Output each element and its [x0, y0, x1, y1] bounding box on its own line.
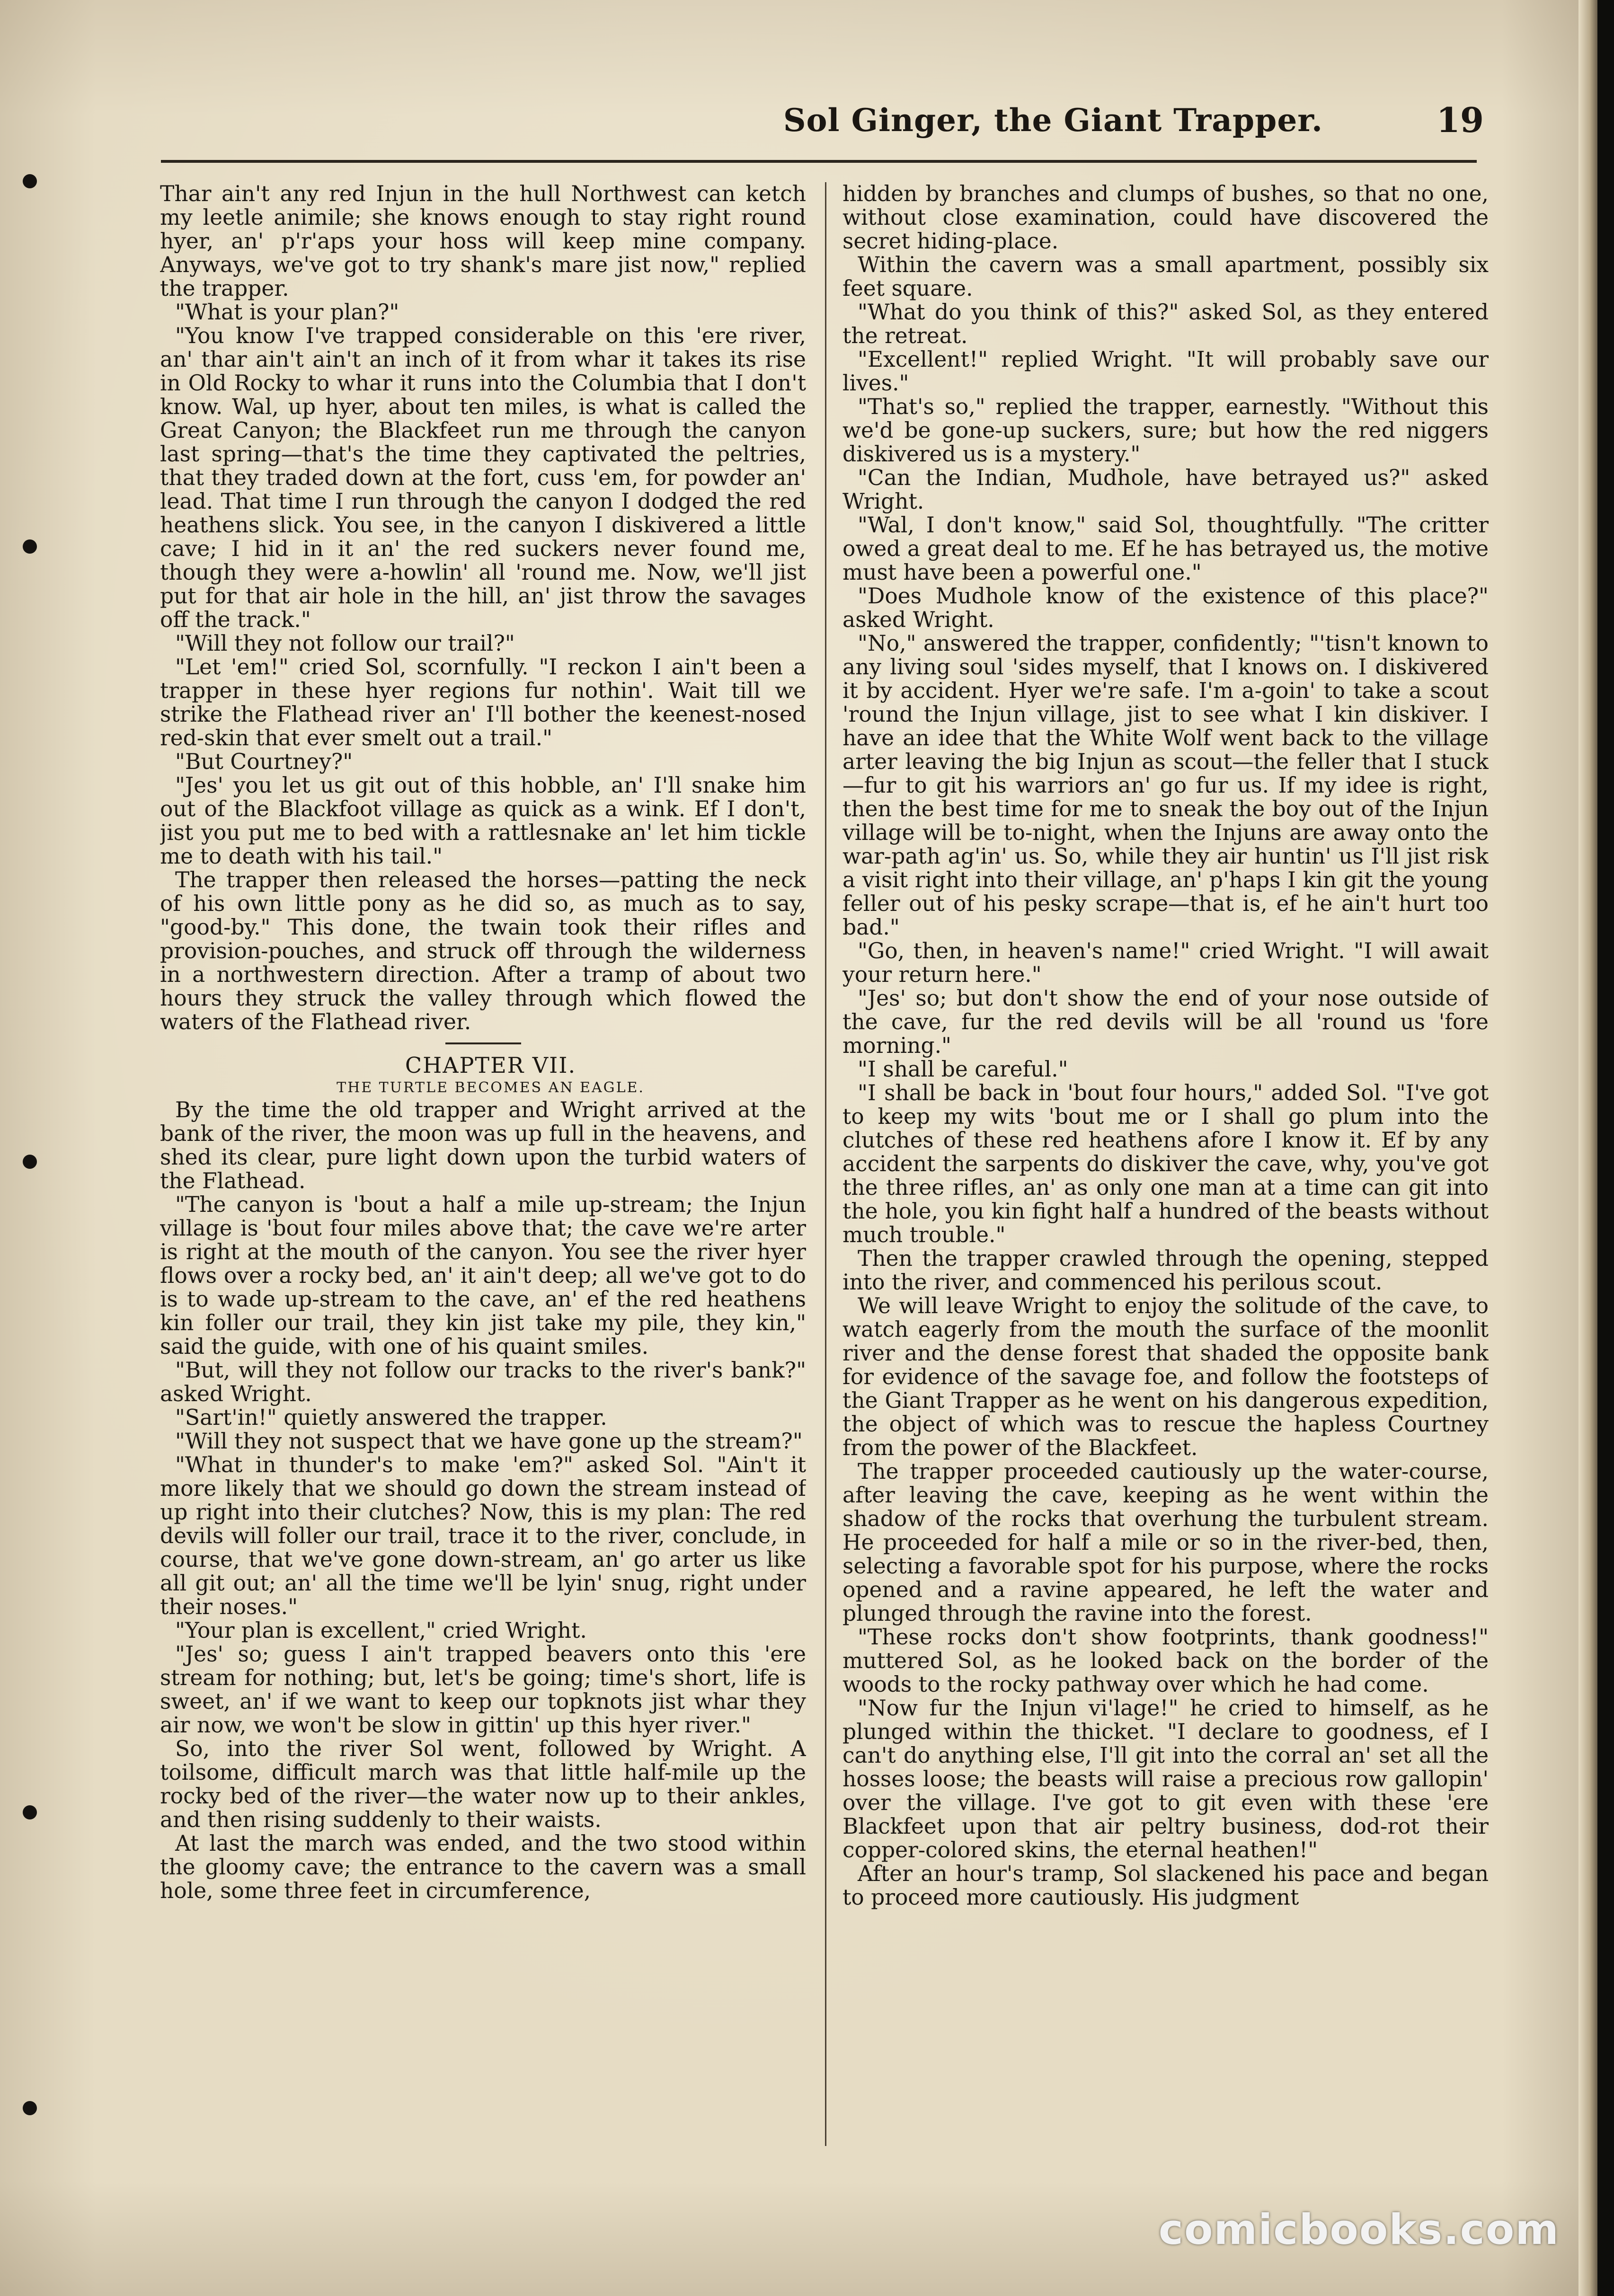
paragraph: We will leave Wright to enjoy the solitude of the cave, to watch eagerly from the mouth the surface of the moonlit river and the dense forest that shaded the opposite bank for evidence of the savage foe, and follow the footsteps of the Giant Trapper as he went on his dangerous expedition, the object of which was to rescue the hapless Courtney from the power of the Blackfeet. [842, 1293, 1489, 1460]
page-number: 19 [1436, 100, 1484, 140]
paragraph: "Let 'em!" cried Sol, scornfully. "I reckon I ain't been a trapper in these hyer regions fur nothin'. Wait till we strike the Flathead river an' I'll bother the keenest-nosed red-skin that ever smelt out a trail." [160, 654, 806, 751]
paragraph: "Jes' so; but don't show the end of your nose outside of the cave, fur the red devils will be all 'round us 'fore morning." [842, 986, 1489, 1058]
paragraph: So, into the river Sol went, followed by Wright. A toilsome, difficult march was that little half-mile up the rocky bed of the river—the water now up to their ankles, and then rising suddenly to their waists. [160, 1736, 806, 1832]
page-edge [1579, 0, 1597, 2296]
header-rule [161, 160, 1477, 163]
left-column-text-before [160, 182, 806, 1034]
left-column-text-after [160, 1098, 806, 1903]
paragraph: After an hour's tramp, Sol slackened his pace and began to proceed more cautiously. His judgment [842, 1861, 1489, 1910]
left-column [160, 182, 806, 2146]
binding-hole [23, 174, 37, 188]
paragraph: "No," answered the trapper, confidently; "'tisn't known to any living soul 'sides myself, that I knows on. I diskivered it by accident. Hyer we're safe. I'm a-goin' to take a scout 'round the Injun village, jist to see what I kin diskiver. I have an idee that the White Wolf went back to the village arter leaving the big Injun as scout—the feller that I stuck—fur to git his warriors an' go fur us. If my idee is right, then the best time for me to sneak the boy out of the Injun village will be to-night, when the Injuns are away onto the war-path ag'in' us. So, while they air huntin' us I'll jist risk a visit right into their village, an' p'haps I kin git the young feller out of his pesky scrape—that is, ef he ain't hurt too bad." [842, 631, 1489, 940]
paragraph: "Will they not follow our trail?" [175, 631, 515, 656]
paragraph: "Your plan is excellent," cried Wright. [175, 1618, 587, 1643]
paragraph: "What in thunder's to make 'em?" asked Sol. "Ain't it more likely that we should go down the stream instead of up right into their clutches? Now, this is my plan: The red devils will foller our trail, trace it to the river, conclude, in course, that we've gone down-stream, an' go arter us like all git out; an' all the time we'll be lyin' snug, right under their noses." [160, 1452, 806, 1619]
paragraph: "Jes' you let us git out of this hobble, an' I'll snake him out of the Blackfoot village as quick as a wink. Ef I don't, jist you put me to bed with a rattlesnake an' let him tickle me to death with his tail." [160, 773, 806, 869]
chapter-subtitle: THE TURTLE BECOMES AN EAGLE. [337, 1079, 645, 1096]
paragraph: "Now fur the Injun vi'lage!" he cried to himself, as he plunged within the thicket. "I declare to goodness, ef I can't do anything else, I'll git into the corral an' set all the hosses loose; the beasts will raise a precious row gallopin' over the village. I've got to git even with these 'ere Blackfeet upon that air peltry business, dod-rot their copper-colored skins, the eternal heathen!" [842, 1696, 1489, 1863]
paragraph: "I shall be back in 'bout four hours," added Sol. "I've got to keep my wits 'bout me or I shall go plum into the clutches of these red heathens afore I know it. Ef by any accident the sarpents do diskiver the cave, why, you've got the three rifles, an' as only one man at a time can git into the hole, you kin fight half a hundred of the beasts without much trouble." [842, 1080, 1489, 1247]
paragraph: "But, will they not follow our tracks to the river's bank?" asked Wright. [160, 1358, 806, 1406]
paragraph: "Excellent!" replied Wright. "It will probably save our lives." [842, 347, 1489, 396]
paragraph: "Go, then, in heaven's name!" cried Wright. "I will await your return here." [842, 938, 1489, 987]
paragraph: "Will they not suspect that we have gone up the stream?" [175, 1429, 803, 1454]
binding-hole [23, 539, 37, 554]
paragraph: The trapper proceeded cautiously up the water-course, after leaving the cave, keeping as he went within the shadow of the rocks that overhung the turbulent stream. He proceeded for half a mile or so in the river-bed, then, selecting a favorable spot for his purpose, where the rocks opened and a ravine appeared, he left the water and plunged through the ravine into the forest. [842, 1459, 1489, 1626]
paragraph: "Wal, I don't know," said Sol, thoughtfully. "The critter owed a great deal to me. Ef he has betrayed us, the motive must have been a powerful one." [842, 512, 1489, 585]
paragraph: "I shall be careful." [858, 1057, 1068, 1082]
paragraph: Thar ain't any red Injun in the hull Northwest can ketch my leetle animile; she knows enough to stay right round hyer, an' p'r'aps your hoss will keep mine company. Anyways, we've got to try shank's mare jist now," replied the trapper. [160, 182, 806, 301]
paragraph: The trapper then released the horses—patting the neck of his own little pony as he did so, as much as to say, "good-by." This done, the twain took their rifles and provision-pouches, and struck off through the wilderness in a northwestern direction. After a tramp of about two hours they struck the valley through which flowed the waters of the Flathead river. [160, 867, 806, 1034]
right-column [842, 182, 1489, 2146]
paragraph: Within the cavern was a small apartment, possibly six feet square. [842, 252, 1489, 301]
paragraph: "What is your plan?" [175, 300, 399, 325]
binding-hole [23, 1155, 37, 1169]
paragraph: "The canyon is 'bout a half a mile up-stream; the Injun village is 'bout four miles above that; the cave we're arter is right at the mouth of the canyon. You see the river hyer flows over a rocky bed, an' it ain't deep; all we've got to do is to wade up-stream to the cave, an' ef the red heathens kin foller our trail, they kin jist take my pile, they kin," said the guide, with one of his quaint smiles. [160, 1192, 806, 1359]
paragraph: By the time the old trapper and Wright arrived at the bank of the river, the moon was up full in the heavens, and shed its clear, pure light down upon the turbid waters of the Flathead. [160, 1097, 806, 1193]
chapter-heading: CHAPTER VII. [405, 1052, 576, 1078]
paragraph: "These rocks don't show footprints, thank goodness!" muttered Sol, as he looked back on the border of the woods to the rocky pathway over which he had come. [842, 1625, 1489, 1697]
paragraph: "Does Mudhole know of the existence of this place?" asked Wright. [842, 583, 1489, 632]
paragraph: hidden by branches and clumps of bushes, so that no one, without close examination, could have discovered the secret hiding-place. [842, 182, 1489, 254]
paragraph: "Sart'in!" quietly answered the trapper. [175, 1405, 607, 1430]
section-separator [445, 1042, 521, 1044]
running-title: Sol Ginger, the Giant Trapper. [783, 102, 1323, 139]
paragraph: "Can the Indian, Mudhole, have betrayed us?" asked Wright. [842, 465, 1489, 514]
right-column-text [842, 182, 1489, 1909]
paragraph: "That's so," replied the trapper, earnestly. "Without this we'd be gone-up suckers, sure; but how the red niggers diskivered us is a mystery." [842, 394, 1489, 467]
binding-hole [23, 2101, 37, 2115]
column-divider [825, 182, 826, 2146]
paragraph: "You know I've trapped considerable on this 'ere river, an' thar ain't ain't an inch of it from whar it takes its rise in Old Rocky to whar it runs into the Columbia that I don't know. Wal, up hyer, about ten miles, is what is called the Great Canyon; the Blackfeet run me through the canyon last spring—that's the time they captivated the peltries, that they traded down at the fort, cuss 'em, for powder an' lead. That time I run through the canyon I dodged the red heathens slick. You see, in the canyon I diskivered a little cave; I hid in it an' the red suckers never found me, though they were a-howlin' all 'round me. Now, we'll jist put for that air hole in the hill, an' jist throw the savages off the track." [160, 323, 806, 632]
watermark: comicbooks.com [1158, 2205, 1560, 2254]
paragraph: At last the march was ended, and the two stood within the gloomy cave; the entrance to the cavern was a small hole, some three feet in circumference, [160, 1831, 806, 1903]
paragraph: "Jes' so; guess I ain't trapped beavers onto this 'ere stream for nothing; but, let's be going; time's short, life is sweet, an' if we want to keep our topknots jist whar they air now, we won't be slow in gittin' up this hyer river." [160, 1642, 806, 1738]
paragraph: Then the trapper crawled through the opening, stepped into the river, and commenced his perilous scout. [842, 1246, 1489, 1295]
binding-hole [23, 1805, 37, 1819]
page-header [161, 97, 1503, 149]
paragraph: "But Courtney?" [175, 749, 353, 774]
paragraph: "What do you think of this?" asked Sol, as they entered the retreat. [842, 300, 1489, 348]
